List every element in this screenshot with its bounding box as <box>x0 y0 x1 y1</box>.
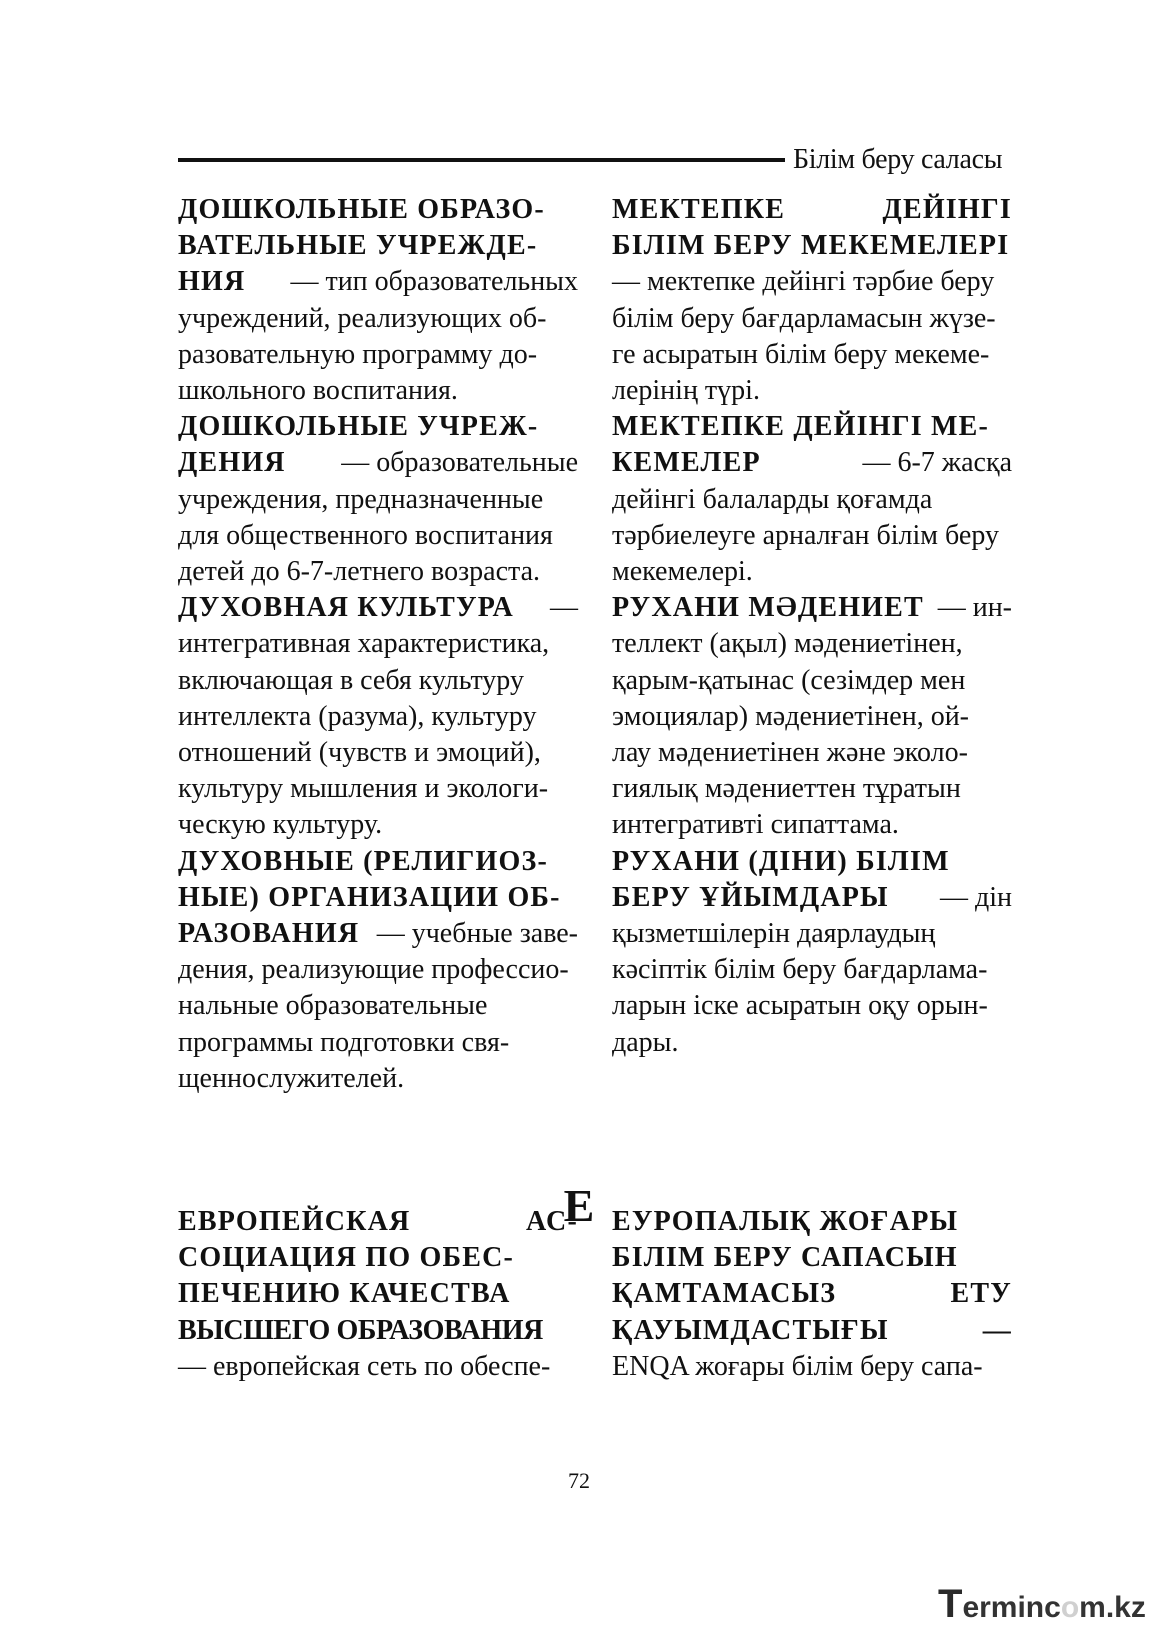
entry-line: учреждения, предназначенные <box>178 483 544 515</box>
entry-line: эмоциялар) мәдениетінен, ой- <box>612 700 969 732</box>
entry-line: ларын іске асыратын оқу орын- <box>612 990 988 1022</box>
entry-term-line: ДУХОВНЫЕ (РЕЛИГИОЗ- <box>178 845 549 877</box>
entry-term-line: ЕВРОПЕЙСКАЯ АС- <box>178 1206 578 1237</box>
entry-term-line: МЕКТЕПКЕ ДЕЙІНГІ <box>612 194 1012 225</box>
page-number: 72 <box>568 1468 590 1493</box>
entry-duhovnaya-kultura <box>178 590 578 843</box>
entry-line: дейінгі балаларды қоғамда <box>612 483 933 515</box>
entry-line: щеннослужителей. <box>178 1062 405 1094</box>
left-column-lower <box>178 1204 578 1385</box>
entry-line: тәрбиелеуге арналған білім беру <box>612 519 999 551</box>
entry-evropeiskaya-associaciya <box>178 1204 578 1385</box>
entry-term-line: БІЛІМ БЕРУ МЕКЕМЕЛЕРІ <box>612 230 1010 262</box>
entry-europalyk-zhogary <box>612 1204 1012 1385</box>
entry-ruhani-bilim-beru-uiymdary <box>612 844 1012 1061</box>
entry-line: детей до 6-7-летнего возраста. <box>178 556 541 588</box>
entry-duhovnye-organizacii <box>178 844 578 1097</box>
entry-mektepke-deiingi-bilim <box>612 192 1012 409</box>
entry-term-line: МЕКТЕПКЕ ДЕЙІНГІ МЕ- <box>612 411 990 443</box>
entry-term-line: ЕУРОПАЛЫҚ ЖОҒАРЫ <box>612 1206 959 1237</box>
entry-line: теллект (ақыл) мәдениетінен, <box>612 628 963 660</box>
entry-ruhani-madeniet <box>612 590 1012 843</box>
entry-line: интегративная характеристика, <box>178 628 550 660</box>
entry-line: разовательную программу до- <box>178 338 538 370</box>
entry-term-line: ДОШКОЛЬНЫЕ УЧРЕЖ- <box>178 411 539 443</box>
entry-line: дары. <box>612 1026 679 1058</box>
entry-line: интегративті сипаттама. <box>612 809 899 841</box>
entry-term-line: ҚАМТАМАСЫЗ ЕТУ <box>612 1278 1012 1310</box>
site-watermark[interactable]: Termincom.kz <box>938 1582 1146 1626</box>
entry-line: қызметшілерін даярлаудың <box>612 918 936 950</box>
entry-line: РАЗОВАНИЯ — учебные заве- <box>178 918 578 950</box>
entry-line: для общественного воспитания <box>178 519 553 551</box>
entry-doshkolnye-obrazovatelnye <box>178 192 578 409</box>
entry-term-line: БІЛІМ БЕРУ САПАСЫН <box>612 1242 958 1274</box>
right-column <box>612 192 1012 1061</box>
entry-line: қарым-қатынас (сезімдер мен <box>612 664 966 696</box>
entry-line: ДЕНИЯ — образовательные <box>178 447 578 479</box>
entry-line: білім беру бағдарламасын жүзе- <box>612 302 996 334</box>
entry-line: БЕРУ ҰЙЫМДАРЫ — дін <box>612 881 1012 913</box>
entry-line: КЕМЕЛЕР — 6-7 жасқа <box>612 447 1012 479</box>
entry-line: мекемелері. <box>612 556 753 588</box>
entry-line: отношений (чувств и эмоций), <box>178 737 541 769</box>
entry-line: нальные образовательные <box>178 990 488 1022</box>
entry-line: ге асыратын білім беру мекеме- <box>612 338 990 370</box>
entry-term-line: ВЫСШЕГО ОБРАЗОВАНИЯ <box>178 1314 543 1346</box>
entry-term-line: СОЦИАЦИЯ ПО ОБЕС- <box>178 1242 515 1274</box>
entry-term-line: РУХАНИ (ДІНИ) БІЛІМ <box>612 845 950 877</box>
header-rule <box>178 158 785 162</box>
entry-line: ДУХОВНАЯ КУЛЬТУРА — <box>178 592 578 624</box>
running-header: Білім беру саласы <box>793 144 1003 175</box>
entry-term-line: ПЕЧЕНИЮ КАЧЕСТВА <box>178 1278 511 1310</box>
right-column-lower <box>612 1204 1012 1385</box>
entry-line: ческую культуру. <box>178 809 383 841</box>
entry-line: — европейская сеть по обеспе- <box>178 1350 551 1382</box>
entry-line: включающая в себя культуру <box>178 664 524 696</box>
entry-mektepke-deiingi-mekemeler <box>612 409 1012 590</box>
entry-doshkolnye-uchrezhdeniya <box>178 409 578 590</box>
entry-line: интеллекта (разума), культуру <box>178 700 537 732</box>
entry-line: РУХАНИ МӘДЕНИЕТ — ин- <box>612 592 1012 624</box>
entry-line: — мектепке дейінгі тәрбие беру <box>612 266 995 298</box>
entry-line: культуру мышления и экологи- <box>178 773 549 805</box>
entry-line: гиялық мәдениеттен тұратын <box>612 773 961 805</box>
entry-term-line: ҚАУЫМДАСТЫҒЫ — <box>612 1314 1012 1346</box>
section-letter: Е <box>563 1180 595 1231</box>
entry-line: лерінің түрі. <box>612 375 760 407</box>
entry-term-line: НЫЕ) ОРГАНИЗАЦИИ ОБ- <box>178 881 561 913</box>
entry-line: программы подготовки свя- <box>178 1026 510 1058</box>
entry-line: ENQA жоғары білім беру сапа- <box>612 1350 983 1382</box>
entry-line: школьного воспитания. <box>178 375 458 407</box>
entry-line: кәсіптік білім беру бағдарлама- <box>612 954 988 986</box>
entry-line: дения, реализующие профессио- <box>178 954 569 986</box>
left-column <box>178 192 578 1097</box>
entry-term-line: ВАТЕЛЬНЫЕ УЧРЕЖДЕ- <box>178 230 538 262</box>
entry-line: учреждений, реализующих об- <box>178 302 547 334</box>
entry-line: НИЯ — тип образовательных <box>178 266 578 298</box>
entry-term-line: ДОШКОЛЬНЫЕ ОБРАЗО- <box>178 194 545 225</box>
entry-line: лау мәдениетінен және эколо- <box>612 737 968 769</box>
